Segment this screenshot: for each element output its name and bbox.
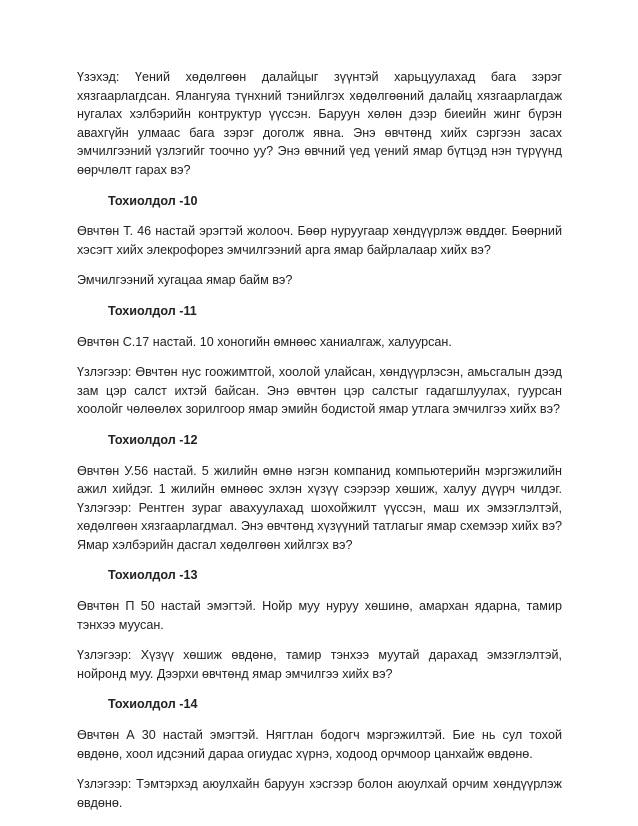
case-13-patient: Өвчтөн П 50 настай эмэгтэй. Нойр муу нуруу хөшинө, амархан ядарна, тамир тэнхээ муусан. bbox=[77, 599, 562, 632]
case-14-exam: Үзлэгээр: Тэмтэрхэд аюулхайн баруун хэсгээр болон аюулхай орчим хөндүүрлэж өвдөнө. bbox=[77, 777, 562, 810]
document-page bbox=[77, 68, 562, 824]
case-10-patient: Өвчтөн Т. 46 настай эрэгтэй жолооч. Бөөр нуруугаар хөндүүрлэж өвддөг. Бөөрний хэсэгт хийх элекрофорез эмчилгээний арга ямар байрлалаар хийх вэ? bbox=[77, 224, 562, 257]
case-11-heading: Тохиолдол -11 bbox=[108, 303, 197, 318]
case-10-heading: Тохиолдол -10 bbox=[108, 193, 198, 208]
case-13-exam: Үзлэгээр: Хүзүү хөшиж өвдөнө, тамир тэнхээ муутай дарахад эмзэглэлтэй, нойронд муу. Дээрхи өвчтөнд ямар эмчилгээ хийх вэ? bbox=[77, 648, 562, 681]
case-11-patient: Өвчтөн С.17 настай. 10 хоногийн өмнөөс ханиалгаж, халуурсан. bbox=[77, 334, 452, 349]
case-14-patient: Өвчтөн А 30 настай эмэгтэй. Нягтлан бодогч мэргэжилтэй. Бие нь сул тохой өвдөнө, хоол идсэний дараа огиудас хүрнэ, ходоод орчмоор цанхайж өвдөнө. bbox=[77, 728, 562, 761]
case-12-patient: Өвчтөн У.56 настай. 5 жилийн өмнө нэгэн компанид компьютерийн мэргэжилийн ажил хийдэг. 1 жилийн өмнөөс эхлэн хүзүү сээрээр хөшиж, халуу дүүрч чилдэг. Үзлэгээр: Рентген зураг авахуулахад шохойжилт үүссэн, маш их эмзэглэлтэй, хөдөлгөөн хязгаарлагдмал. Энэ өвчтөнд хүзүүний татлагыг ямар схемээр хийх вэ? Ямар хэлбэрийн дасгал хөдөлгөөн хийлгэх вэ? bbox=[77, 463, 562, 552]
paragraph-intro-answer: Үзэхэд: Үений хөдөлгөөн далайцыг зүүнтэй харьцуулахад бага зэрэг хязгаарлагдсан. Ялангуяа түнхний тэнийлгэх хөдөлгөөний далайц хязгаарлагдаж нугалах хэлбэрийн контруктур үүссэн. Баруун хөлөн дээр биеийн жинг бүрэн авахгүйн улмаас бага зэрэг доголж явна. Энэ өвчтөнд хийх сэргээн засах эмчилгээний үзлэгийг тоочно уу? Энэ өвчний үед үений ямар бүтцэд нэн түрүүнд өөрчлөлт гарах вэ? bbox=[77, 70, 562, 177]
case-12-heading: Тохиолдол -12 bbox=[108, 432, 198, 447]
case-14-heading: Тохиолдол -14 bbox=[108, 697, 198, 712]
case-10-question: Эмчилгээний хугацаа ямар байм вэ? bbox=[77, 273, 293, 288]
case-13-heading: Тохиолдол -13 bbox=[108, 568, 198, 583]
case-11-exam: Үзлэгээр: Өвчтөн нус гоожимтгой, хоолой улайсан, хөндүүрлэсэн, амьсгалын дээд зам цэр салст ихтэй байсан. Энэ өвчтөн цэр салстыг гадагшлуулах, гуурсан хоолойг чөлөөлөх зорилгоор ямар эмийн бодистой ямар утлага эмчилгээ хийх вэ? bbox=[77, 365, 562, 417]
